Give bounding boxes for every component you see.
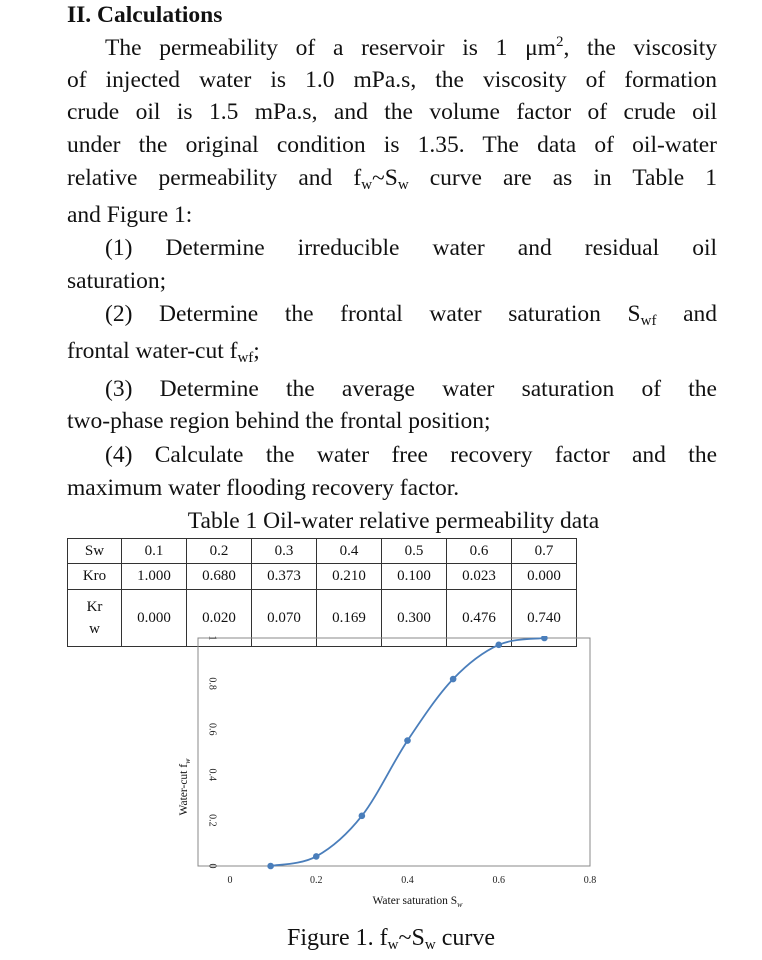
- text: The permeability of a reservoir is 1 μm: [105, 35, 556, 61]
- data-point: [450, 676, 457, 683]
- table-cell: 0.7: [512, 539, 577, 564]
- table-cell: 0.169: [317, 590, 382, 647]
- table-cell: 0.4: [317, 539, 382, 564]
- x-tick-label: 0.4: [401, 875, 414, 886]
- question-2-line: [105, 299, 717, 329]
- y-axis-title-subscript: w: [183, 758, 192, 764]
- table-cell: 0.210: [317, 564, 382, 590]
- table-cell: 0.020: [187, 590, 252, 647]
- table-cell: 0.2: [187, 539, 252, 564]
- row-header: [68, 590, 122, 647]
- text: frontal water-cut f: [67, 338, 238, 364]
- y-tick-label: 0.6: [206, 722, 218, 736]
- y-tick-label: 0.8: [206, 677, 218, 690]
- question-1-line: saturation;: [67, 268, 167, 294]
- data-point: [404, 737, 411, 744]
- row-header-part: Kr: [86, 599, 103, 615]
- data-point: [359, 813, 366, 820]
- table-row: [68, 564, 577, 590]
- relative-permeability-table: [67, 538, 577, 647]
- section-heading: II. Calculations: [67, 2, 223, 28]
- data-point: [541, 636, 548, 641]
- fw-sw-chart: [175, 636, 615, 916]
- text: curve: [435, 925, 495, 951]
- paragraph-line: under the original condition is 1.35. The data of oil-water: [67, 132, 717, 158]
- text: relative permeability and f: [67, 165, 362, 191]
- subscript: w: [387, 937, 399, 953]
- question-1-line: (1) Determine irreducible water and residual oil: [105, 235, 717, 261]
- x-tick-label: 0.6: [492, 875, 505, 886]
- table-cell: 0.5: [382, 539, 447, 564]
- table-cell: 0.6: [447, 539, 512, 564]
- row-header-part: w: [89, 621, 100, 637]
- question-4-line: maximum water flooding recovery factor.: [67, 475, 460, 501]
- table-cell: 0.373: [252, 564, 317, 590]
- x-tick-label: 0.8: [583, 875, 597, 886]
- table-cell: 0.100: [382, 564, 447, 590]
- y-axis-title: Water-cut $f_w$: [178, 758, 192, 816]
- text: ;: [253, 338, 260, 364]
- y-tick-label: 0.4: [206, 768, 218, 782]
- text: (2) Determine the frontal water saturation S: [105, 301, 641, 327]
- y-tick-label: 1: [206, 636, 218, 641]
- question-3-line: (3) Determine the average water saturation of the: [105, 376, 717, 402]
- table-cell: 0.300: [382, 590, 447, 647]
- text: Figure 1. f: [287, 925, 388, 951]
- table-caption: Table 1 Oil-water relative permeability data: [187, 508, 600, 534]
- table-row: [68, 539, 577, 564]
- text: ~S: [398, 925, 425, 951]
- subscript: w: [361, 177, 373, 193]
- table-cell: 0.680: [187, 564, 252, 590]
- table-cell: 0.070: [252, 590, 317, 647]
- row-header: Kro: [68, 564, 122, 590]
- question-3-line: two-phase region behind the frontal position;: [67, 408, 491, 434]
- text: and: [656, 301, 717, 327]
- paragraph-line: [105, 33, 717, 63]
- subscript: w: [424, 937, 436, 953]
- y-tick-label: 0: [206, 863, 218, 869]
- question-2-line: [67, 336, 717, 366]
- plot-frame: [198, 638, 590, 866]
- y-tick-label: 0.2: [206, 814, 218, 827]
- x-tick-label: 0: [227, 875, 233, 886]
- subscript: w: [397, 177, 409, 193]
- subscript: wf: [640, 313, 657, 329]
- x-tick-label: 0.2: [310, 875, 323, 886]
- x-axis-title: Water saturation $S_w$: [372, 895, 463, 909]
- text: ~S: [372, 165, 398, 191]
- text: curve are as in Table 1: [408, 165, 717, 191]
- data-point: [313, 853, 320, 860]
- row-header: Sw: [68, 539, 122, 564]
- paragraph-line: crude oil is 1.5 mPa.s, and the volume factor of crude oil: [67, 99, 717, 125]
- table-cell: 0.023: [447, 564, 512, 590]
- figure-caption: [0, 920, 762, 956]
- table-cell: 0.1: [122, 539, 187, 564]
- superscript: 2: [555, 34, 564, 50]
- data-point: [267, 863, 274, 870]
- table-cell: 0.000: [512, 564, 577, 590]
- text: , the viscosity: [563, 35, 717, 61]
- table-cell: 0.476: [447, 590, 512, 647]
- subscript: wf: [237, 350, 254, 366]
- data-point: [495, 642, 502, 649]
- series-line: [271, 638, 545, 866]
- paragraph-line: of injected water is 1.0 mPa.s, the viscosity of formation: [67, 67, 717, 93]
- paragraph-line: [67, 163, 717, 193]
- table-cell: 0.740: [512, 590, 577, 647]
- question-4-line: (4) Calculate the water free recovery factor and the: [105, 442, 717, 468]
- x-axis-title-subscript: w: [457, 900, 463, 909]
- paragraph-line: and Figure 1:: [67, 202, 193, 228]
- table-cell: 1.000: [122, 564, 187, 590]
- table-cell: 0.3: [252, 539, 317, 564]
- table-cell: 0.000: [122, 590, 187, 647]
